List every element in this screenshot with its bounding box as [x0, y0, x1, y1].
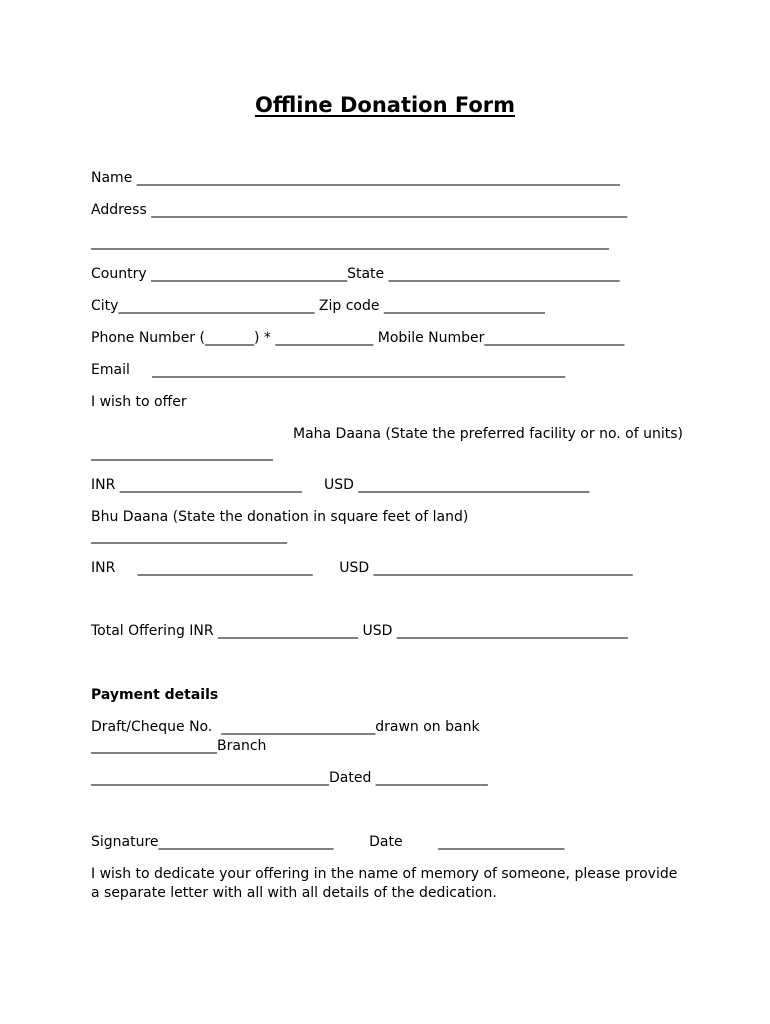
phone-mobile-fields[interactable]: Phone Number (_______) * ______________ Mobile Number____________________: [91, 330, 625, 346]
maha-daana-amount-fields[interactable]: INR __________________________ USD _________________________________: [91, 477, 590, 493]
form-title: Offline Donation Form: [254, 93, 516, 117]
country-state-fields[interactable]: Country ____________________________State _________________________________: [91, 266, 620, 282]
payment-details-heading: Payment details: [91, 687, 219, 703]
total-offering-fields[interactable]: Total Offering INR ____________________ USD _________________________________: [91, 623, 628, 639]
maha-daana-label: Maha Daana (State the preferred facility or no. of units): [293, 426, 683, 442]
branch-field[interactable]: __________________Branch: [91, 738, 267, 754]
signature-date-fields[interactable]: Signature_________________________ Date __________________: [91, 834, 565, 850]
bhu-daana-label: Bhu Daana (State the donation in square feet of land): [91, 509, 469, 525]
address-field[interactable]: Address ____________________________________________________________________: [91, 202, 628, 218]
name-field[interactable]: Name _____________________________________________________________________: [91, 170, 620, 186]
dated-field[interactable]: __________________________________Dated ________________: [91, 770, 488, 786]
bhu-daana-field[interactable]: ____________________________: [91, 528, 287, 544]
dedication-note-line-2: a separate letter with all with all details of the dedication.: [91, 885, 497, 901]
wish-to-offer-label: I wish to offer: [91, 394, 187, 410]
city-zip-fields[interactable]: City____________________________ Zip code _______________________: [91, 298, 545, 314]
maha-daana-field[interactable]: __________________________: [91, 445, 273, 461]
dedication-note-line-1: I wish to dedicate your offering in the name of memory of someone, please provide: [91, 866, 678, 882]
address-line-2-field[interactable]: __________________________________________________________________________: [91, 234, 609, 250]
email-field[interactable]: Email ___________________________________________________________: [91, 362, 566, 378]
draft-cheque-field[interactable]: Draft/Cheque No. ______________________drawn on bank: [91, 719, 480, 735]
bhu-daana-amount-fields[interactable]: INR _________________________ USD _____________________________________: [91, 560, 633, 576]
